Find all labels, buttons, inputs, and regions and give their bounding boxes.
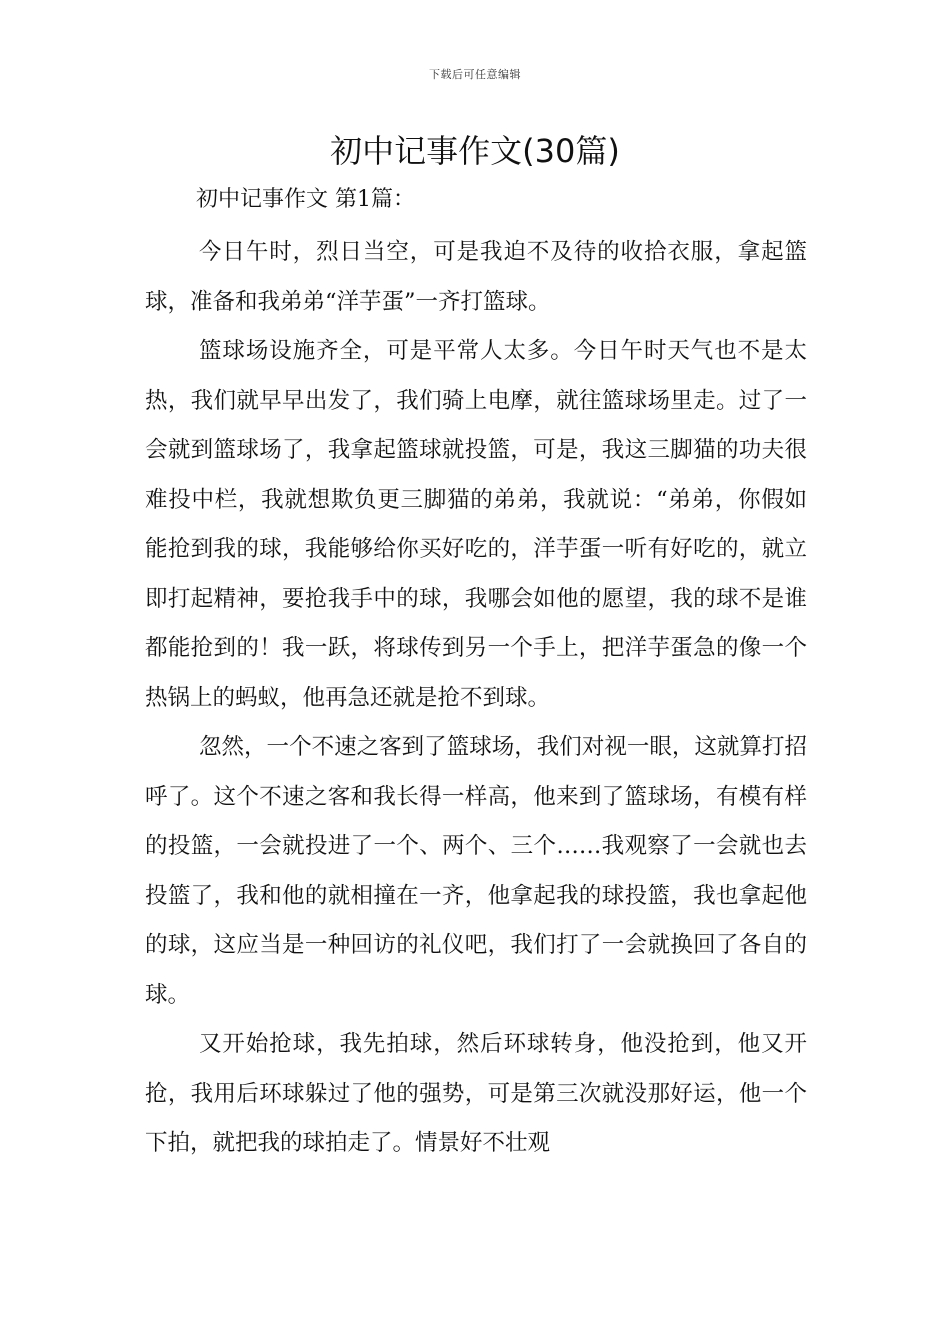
- paragraph: 今日午时，烈日当空，可是我迫不及待的收拾衣服，拿起篮球，准备和我弟弟“洋芋蛋”一齐打篮球。: [145, 239, 807, 315]
- section-subheading: 初中记事作文 第1篇：: [196, 187, 415, 212]
- document-title: 初中记事作文(30篇): [330, 132, 620, 170]
- paragraph: 篮球场设施齐全，可是平常人太多。今日午时天气也不是太热，我们就早早出发了，我们骑上电摩，就往篮球场里走。过了一会就到篮球场了，我拿起篮球就投篮，可是，我这三脚猫的功夫很难投中栏，我就想欺负更三脚猫的弟弟，我就说：“弟弟，你假如能抢到我的球，我能够给你买好吃的，洋芋蛋一听有好吃的，就立即打起精神，要抢我手中的球，我哪会如他的愿望，我的球不是谁都能抢到的！我一跃，将球传到另一个手上，把洋芋蛋急的像一个热锅上的蚂蚁，他再急还就是抢不到球。: [145, 338, 807, 711]
- article-body: [145, 228, 807, 1169]
- paragraph: 又开始抢球，我先拍球，然后环球转身，他没抢到，他又开抢，我用后环球躲过了他的强势，可是第三次就没那好运，他一个下拍，就把我的球拍走了。情景好不壮观: [145, 1031, 807, 1156]
- header-note: 下载后可任意编辑: [429, 68, 521, 81]
- paragraph: 忽然，一个不速之客到了篮球场，我们对视一眼，这就算打招呼了。这个不速之客和我长得一样高，他来到了篮球场，有模有样的投篮，一会就投进了一个、两个、三个……我观察了一会就也去投篮了，我和他的就相撞在一齐，他拿起我的球投篮，我也拿起他的球，这应当是一种回访的礼仪吧，我们打了一会就换回了各自的球。: [145, 734, 807, 1008]
